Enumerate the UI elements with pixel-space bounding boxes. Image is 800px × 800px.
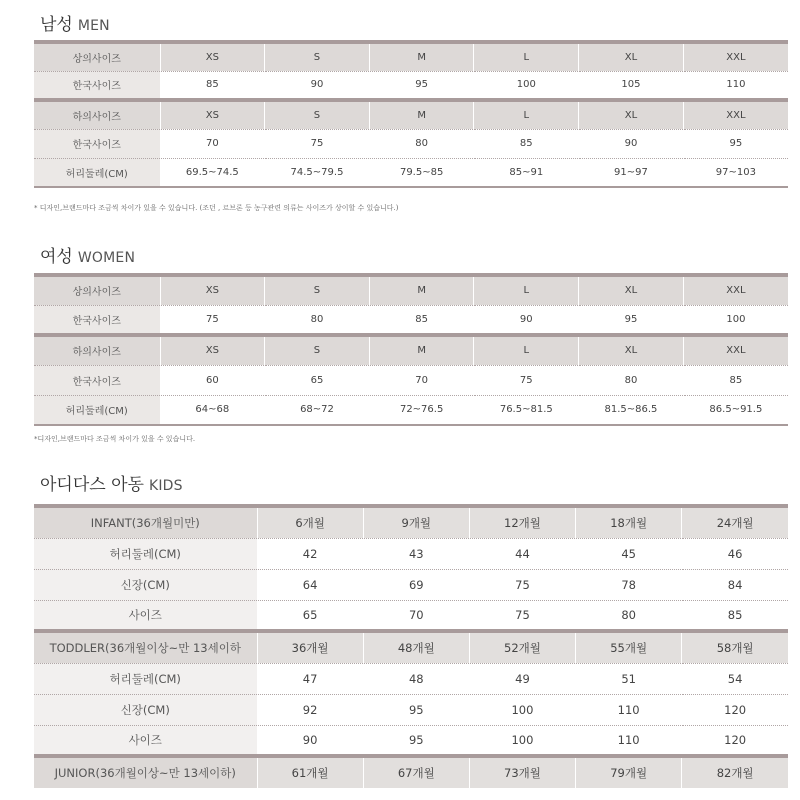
table-row (34, 756, 788, 788)
table-cell: 85~91 (474, 158, 579, 187)
table-cell: 85 (683, 365, 788, 395)
table-row (34, 725, 788, 756)
table-cell: 85 (369, 305, 474, 335)
table-cell: 95 (369, 71, 474, 100)
kids-title-en: KIDS (148, 478, 183, 494)
table-cell: S (265, 335, 370, 365)
table-cell: S (265, 42, 370, 71)
table-cell: L (474, 275, 579, 305)
table-cell: XS (160, 42, 265, 71)
table-cell: 100 (474, 71, 579, 100)
table-cell: 85 (474, 129, 579, 158)
table-cell: 100 (683, 305, 788, 335)
table-cell: 44 (469, 538, 575, 569)
table-cell: 45 (576, 538, 682, 569)
table-cell: 91~97 (579, 158, 684, 187)
table-cell: 86.5~91.5 (683, 395, 788, 425)
table-cell: 75 (265, 129, 370, 158)
table-cell: S (265, 100, 370, 129)
table-cell: XXL (683, 100, 788, 129)
row-label: 허리둘레(CM) (34, 395, 160, 425)
table-cell: L (474, 42, 579, 71)
row-label: 신장(CM) (34, 569, 257, 600)
table-cell: 95 (363, 694, 469, 725)
table-cell: 75 (160, 305, 265, 335)
table-cell: 72~76.5 (369, 395, 474, 425)
women-size-table (34, 273, 788, 426)
table-row (34, 538, 788, 569)
table-cell: 90 (474, 305, 579, 335)
table-row (34, 100, 788, 129)
row-label: 상의사이즈 (34, 275, 160, 305)
table-cell: 70 (369, 365, 474, 395)
table-cell: 9개월 (363, 506, 469, 538)
table-cell: 79개월 (576, 756, 682, 788)
row-label: 한국사이즈 (34, 305, 160, 335)
table-cell: 70 (160, 129, 265, 158)
row-label: 허리둘레(CM) (34, 538, 257, 569)
table-cell: M (369, 42, 474, 71)
table-cell: 120 (682, 694, 788, 725)
women-section-title (40, 242, 135, 267)
table-cell: 60 (160, 365, 265, 395)
table-cell: 82개월 (682, 756, 788, 788)
table-cell: 90 (257, 725, 363, 756)
row-label: 하의사이즈 (34, 335, 160, 365)
table-cell: 75 (469, 600, 575, 631)
table-row (34, 365, 788, 395)
table-cell: 80 (576, 600, 682, 631)
table-cell: 81.5~86.5 (579, 395, 684, 425)
table-cell: 75 (469, 569, 575, 600)
table-row (34, 694, 788, 725)
table-cell: 6개월 (257, 506, 363, 538)
men-title: 남성 (40, 15, 73, 35)
table-cell: 80 (369, 129, 474, 158)
table-row (34, 158, 788, 187)
table-cell: 85 (160, 71, 265, 100)
table-cell: 54 (682, 663, 788, 694)
table-cell: 51 (576, 663, 682, 694)
row-label: 허리둘레(CM) (34, 158, 160, 187)
table-cell: 55개월 (576, 631, 682, 663)
table-cell: 110 (683, 71, 788, 100)
women-title: 여성 (40, 247, 73, 267)
row-label: 사이즈 (34, 725, 257, 756)
table-cell: 46 (682, 538, 788, 569)
table-cell: 80 (579, 365, 684, 395)
table-row (34, 71, 788, 100)
table-row (34, 335, 788, 365)
row-label: 신장(CM) (34, 694, 257, 725)
table-cell: 64 (257, 569, 363, 600)
kids-section-title (40, 470, 183, 495)
table-cell: 75 (474, 365, 579, 395)
table-cell: 84 (682, 569, 788, 600)
table-cell: 61개월 (257, 756, 363, 788)
table-row (34, 600, 788, 631)
table-cell: 65 (265, 365, 370, 395)
table-cell: XL (579, 42, 684, 71)
table-cell: 85 (682, 600, 788, 631)
table-row (34, 129, 788, 158)
row-label: 상의사이즈 (34, 42, 160, 71)
table-cell: 90 (265, 71, 370, 100)
table-cell: 95 (363, 725, 469, 756)
table-cell: XS (160, 335, 265, 365)
row-label: 한국사이즈 (34, 365, 160, 395)
table-cell: 58개월 (682, 631, 788, 663)
women-title-en: WOMEN (77, 250, 136, 266)
row-label: 사이즈 (34, 600, 257, 631)
row-label: TODDLER(36개월이상~만 13세이하 (34, 631, 257, 663)
table-row (34, 631, 788, 663)
table-cell: 74.5~79.5 (265, 158, 370, 187)
table-cell: 64~68 (160, 395, 265, 425)
table-cell: 18개월 (576, 506, 682, 538)
table-cell: 42 (257, 538, 363, 569)
table-cell: 79.5~85 (369, 158, 474, 187)
table-cell: 90 (579, 129, 684, 158)
table-cell: XS (160, 275, 265, 305)
table-row (34, 395, 788, 425)
men-title-en: MEN (77, 18, 110, 34)
table-cell: 80 (265, 305, 370, 335)
table-cell: 47 (257, 663, 363, 694)
women-note: *디자인,브랜드마다 조금씩 차이가 있을 수 있습니다. (34, 435, 196, 443)
table-cell: 120 (682, 725, 788, 756)
table-cell: XL (579, 335, 684, 365)
table-cell: 48개월 (363, 631, 469, 663)
table-cell: 48 (363, 663, 469, 694)
table-cell: 95 (579, 305, 684, 335)
table-cell: 65 (257, 600, 363, 631)
table-cell: 92 (257, 694, 363, 725)
table-cell: S (265, 275, 370, 305)
table-cell: 43 (363, 538, 469, 569)
table-cell: 69 (363, 569, 469, 600)
table-cell: 52개월 (469, 631, 575, 663)
table-cell: XXL (683, 275, 788, 305)
men-size-table (34, 40, 788, 188)
table-cell: 105 (579, 71, 684, 100)
men-note: * 디자인,브랜드마다 조금씩 차이가 있을 수 있습니다. (조던 , 르브론 등 농구관련 의류는 사이즈가 상이할 수 있습니다.) (34, 204, 399, 212)
row-label: 하의사이즈 (34, 100, 160, 129)
table-cell: 78 (576, 569, 682, 600)
table-cell: 36개월 (257, 631, 363, 663)
table-cell: 73개월 (469, 756, 575, 788)
table-cell: 69.5~74.5 (160, 158, 265, 187)
row-label: 한국사이즈 (34, 71, 160, 100)
table-row (34, 506, 788, 538)
table-cell: 95 (683, 129, 788, 158)
row-label: JUNIOR(36개월이상~만 13세이하) (34, 756, 257, 788)
table-cell: 70 (363, 600, 469, 631)
table-cell: 97~103 (683, 158, 788, 187)
table-cell: 100 (469, 725, 575, 756)
table-cell: 68~72 (265, 395, 370, 425)
table-cell: 49 (469, 663, 575, 694)
row-label: 한국사이즈 (34, 129, 160, 158)
kids-size-table (34, 504, 788, 788)
table-cell: L (474, 100, 579, 129)
table-cell: 12개월 (469, 506, 575, 538)
table-cell: XL (579, 100, 684, 129)
table-cell: 100 (469, 694, 575, 725)
table-row (34, 275, 788, 305)
table-cell: XXL (683, 42, 788, 71)
row-label: 허리둘레(CM) (34, 663, 257, 694)
table-row (34, 42, 788, 71)
table-cell: L (474, 335, 579, 365)
table-cell: 24개월 (682, 506, 788, 538)
kids-title: 아디다스 아동 (40, 475, 144, 495)
row-label: INFANT(36개월미만) (34, 506, 257, 538)
table-cell: XXL (683, 335, 788, 365)
table-cell: M (369, 100, 474, 129)
table-cell: 67개월 (363, 756, 469, 788)
table-cell: M (369, 275, 474, 305)
table-cell: 76.5~81.5 (474, 395, 579, 425)
table-cell: M (369, 335, 474, 365)
table-cell: 110 (576, 725, 682, 756)
table-cell: XL (579, 275, 684, 305)
men-section-title (40, 10, 110, 35)
table-row (34, 305, 788, 335)
table-row (34, 663, 788, 694)
table-cell: 110 (576, 694, 682, 725)
table-cell: XS (160, 100, 265, 129)
table-row (34, 569, 788, 600)
